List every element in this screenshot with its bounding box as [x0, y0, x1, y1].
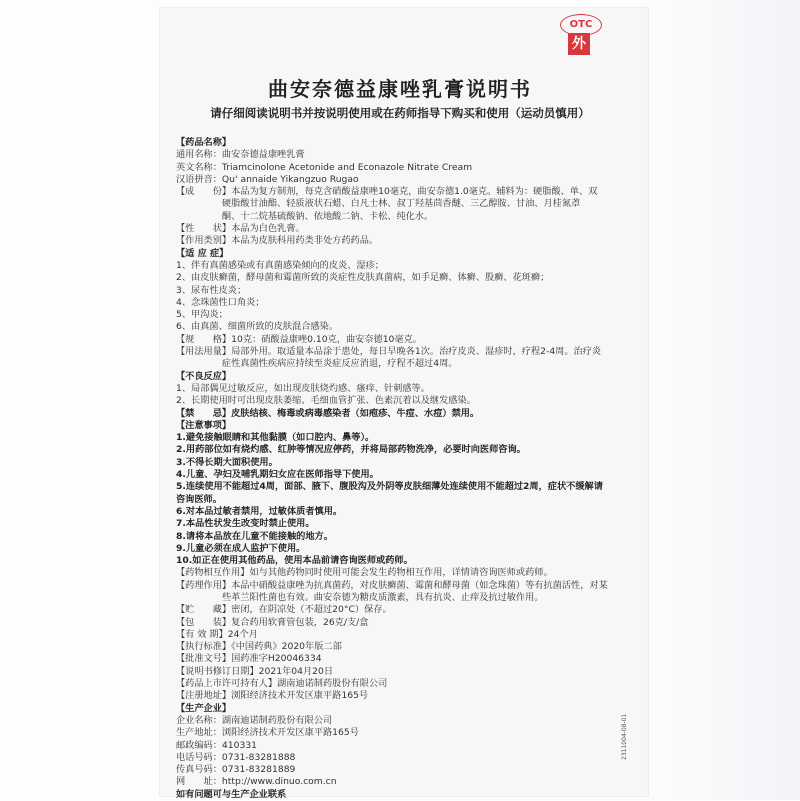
leaflet-body [176, 137, 618, 801]
fax-number: 传真号码：0731-83281889 [176, 764, 296, 776]
pinyin-name: 汉语拼音：Qu' annaide Yikangzuo Rugao [176, 173, 359, 185]
indication-item: 1、伴有真菌感染或有真菌感染倾向的皮炎、湿疹； [176, 259, 384, 271]
contact-note: 如有问题可与生产企业联系 [176, 788, 287, 800]
specification: 【规 格】10克：硝酸益康唑0.10克，曲安奈德10毫克。 [176, 333, 422, 345]
indication-item: 6、由真菌、细菌所致的皮肤混合感染。 [176, 321, 339, 333]
precaution-item: 3.不得长期大面积使用。 [176, 456, 278, 468]
otc-badge [560, 14, 602, 58]
generic-name: 通用名称：曲安奈德益康唑乳膏 [176, 149, 305, 161]
precaution-item: 1.避免接触眼睛和其他黏膜（如口腔内、鼻等）。 [176, 432, 375, 444]
precaution-item: 9.儿童必须在成人监护下使用。 [176, 542, 306, 554]
category: 【作用类别】本品为皮肤科用药类非处方药药品。 [176, 235, 379, 247]
precaution-item: 6.对本品过敏者禁用，过敏体质者慎用。 [176, 505, 343, 517]
section-adverse-reactions: 【不良反应】 [176, 370, 232, 382]
standard: 【执行标准】《中国药典》2020年版二部 [176, 641, 342, 653]
contraindications: 【禁 忌】皮肤结核、梅毒或病毒感染者（如疱疹、牛痘、水痘）禁用。 [176, 407, 480, 419]
registered-address: 【注册地址】浏阳经济技术开发区康平路165号 [176, 690, 369, 702]
english-name: 英文名称：Triamcinolone Acetonide and Econazole Nitrate Cream [176, 161, 473, 173]
side-print-code [621, 750, 628, 760]
shelf-life: 【有 效 期】24个月 [176, 628, 258, 640]
section-manufacturer: 【生产企业】 [176, 702, 232, 714]
otc-label: OTC [560, 14, 602, 36]
storage: 【贮 藏】密闭，在阴凉处（不超过20°C）保存。 [176, 604, 392, 616]
adverse-item: 1、局部偶见过敏反应，如出现皮肤烧灼感、瘙痒、针刺感等。 [176, 382, 430, 394]
company-name: 企业名称：湖南迪诺制药股份有限公司 [176, 714, 333, 726]
precaution-item: 7.本品性状发生改变时禁止使用。 [176, 518, 315, 530]
pharmacology-line-1: 【药理作用】本品中硝酸益康唑为抗真菌药，对皮肤癣菌、霉菌和酵母菌（如念珠菌）等有抗菌活性，对某 [176, 579, 608, 591]
precaution-item: 8.请将本品放在儿童不能接触的地方。 [176, 530, 333, 542]
precaution-item-cont: 咨询医师。 [176, 493, 222, 505]
otc-category: 外 [568, 33, 590, 55]
section-indications: 【适 应 症】 [176, 247, 229, 259]
packaging: 【包 装】复合药用软膏管包装，26克/支/盒 [176, 616, 369, 628]
approval-number: 【批准文号】国药准字H20046334 [176, 653, 322, 665]
postal-code: 邮政编码：410331 [176, 739, 258, 751]
precaution-item: 4.儿童、孕妇及哺乳期妇女应在医师指导下使用。 [176, 469, 379, 481]
drug-interactions: 【药物相互作用】如与其他药物同时使用可能会发生药物相互作用，详情请咨询医师或药师。 [176, 567, 553, 579]
pharmacology-line-2: 些革兰阳性菌也有效。曲安奈德为糖皮质激素，具有抗炎、止痒及抗过敏作用。 [176, 591, 544, 603]
indication-item: 2、由皮肤癣菌，酵母菌和霉菌所致的炎症性皮肤真菌病，如手足癣、体癣、股癣、花斑癣； [176, 272, 550, 284]
document-title: 曲安奈德益康唑乳膏说明书 [268, 77, 532, 101]
dosage-line-2: 症性真菌性疾病应持续至炎症反应消退，疗程不超过4周。 [176, 358, 458, 370]
revision-date: 【说明书修订日期】2021年04月20日 [176, 665, 334, 677]
website: 网 址：http://www.dinuo.com.cn [176, 776, 337, 788]
section-precautions: 【注意事项】 [176, 419, 232, 431]
adverse-item: 2、长期使用时可出现皮肤萎缩、毛细血管扩张、色素沉着以及继发感染。 [176, 395, 476, 407]
phone-number: 电话号码：0731-83281888 [176, 751, 296, 763]
appearance: 【性 状】本品为白色乳膏。 [176, 223, 305, 235]
license-holder: 【药品上市许可持有人】湖南迪诺制药股份有限公司 [176, 678, 388, 690]
ingredients-line-3: 酮、十二烷基硫酸钠、依地酸二钠、卡松、纯化水。 [176, 210, 434, 222]
section-drug-name: 【药品名称】 [176, 137, 232, 148]
ingredients-line-1: 【成 份】本品为复方制剂，每克含硝酸益康唑10毫克，曲安奈德1.0毫克。辅料为：硬脂酸、单、双 [176, 186, 598, 198]
precaution-item: 2.用药部位如有烧灼感、红肿等情况应停药，并将局部药物洗净，必要时向医师咨询。 [176, 444, 526, 456]
ingredients-line-2: 硬脂酸甘油酯、轻质液状石蜡、白凡士林、叔丁羟基茴香醚、三乙醇胺、甘油、月桂氮䓬 [176, 198, 581, 210]
dosage-line-1: 【用法用量】局部外用。取适量本品涂于患处，每日早晚各1次。治疗皮炎、湿疹时，疗程2-4周。治疗炎 [176, 346, 602, 358]
document-subtitle: 请仔细阅读说明书并按说明使用或在药师指导下购买和使用（运动员慎用） [210, 106, 590, 120]
production-address: 生产地址：浏阳经济技术开发区康平路165号 [176, 727, 359, 739]
precaution-item: 5.连续使用不能超过4周，面部、腋下、腹股沟及外阴等皮肤细薄处连续使用不能超过2周，症状不缓解请 [176, 481, 603, 493]
precaution-item: 10.如正在使用其他药品，使用本品前请咨询医师或药师。 [176, 555, 413, 567]
indication-item: 5、甲沟炎； [176, 309, 228, 321]
indication-item: 3、尿布性皮炎； [176, 284, 247, 296]
indication-item: 4、念珠菌性口角炎； [176, 296, 265, 308]
